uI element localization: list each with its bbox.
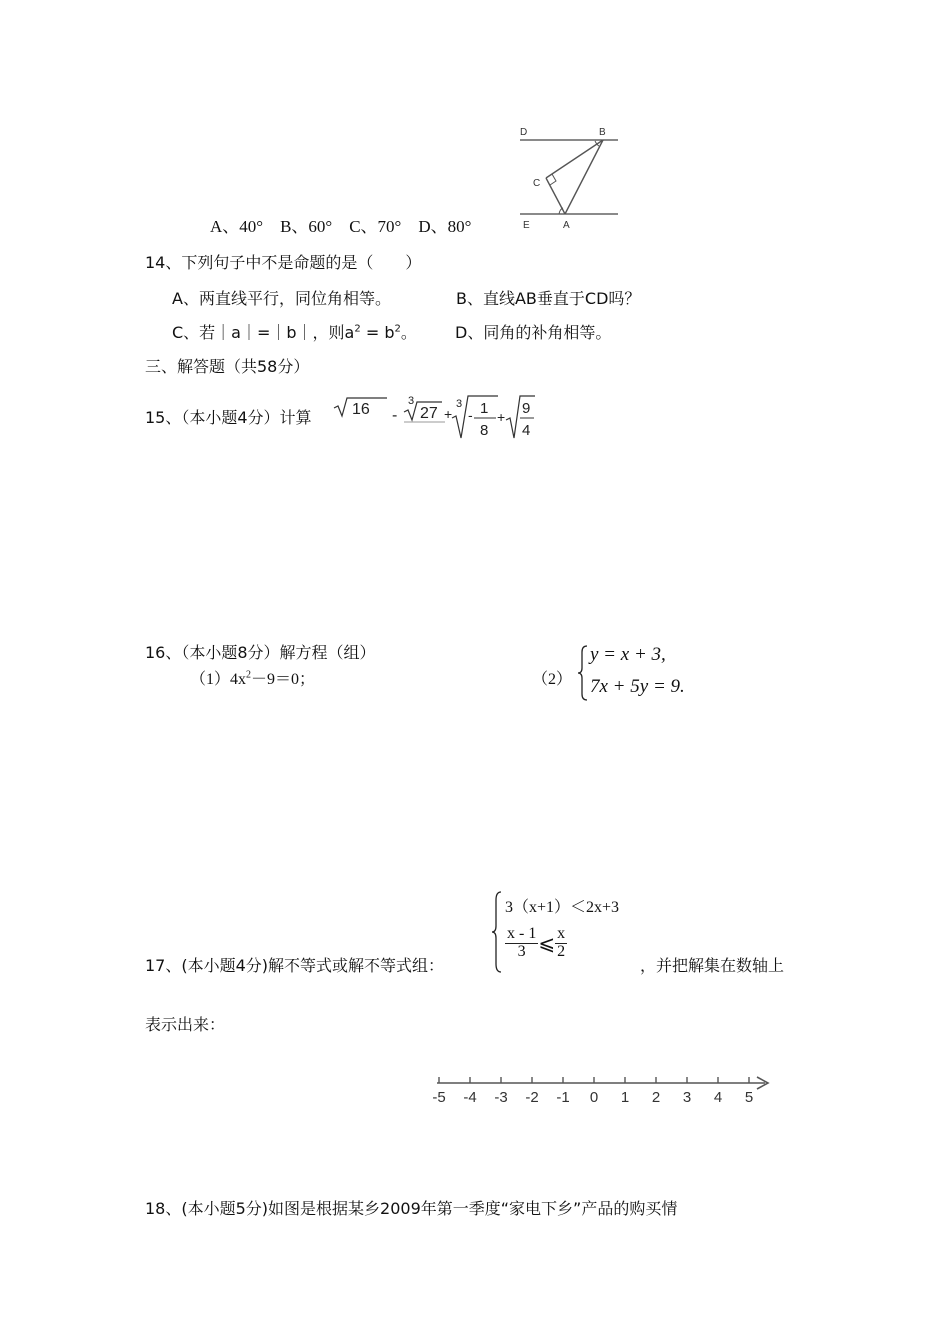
- fraction-x-minus-1-over-3: [505, 926, 538, 961]
- right-angle-mark: [550, 174, 556, 185]
- tick-label: -5: [432, 1089, 446, 1106]
- q16-part2-label: （2）: [532, 671, 573, 688]
- plus-sign: +: [444, 406, 453, 422]
- q14-option-b: B、直线AB垂直于CD吗？: [456, 289, 641, 308]
- numerator: x - 1: [507, 925, 537, 942]
- inequality-brace: [490, 890, 504, 974]
- tick-label: -2: [525, 1089, 539, 1106]
- denominator: 3: [517, 942, 526, 960]
- fraction-x-over-2: [555, 926, 567, 961]
- tick-label: -4: [463, 1089, 477, 1106]
- q16-equation-1: y = x + 3,: [590, 644, 666, 665]
- q14-option-d: D、同角的补角相等。: [455, 323, 612, 342]
- label-a: A: [563, 220, 570, 231]
- tick-label: 5: [744, 1089, 754, 1106]
- minus-sign: -: [392, 407, 398, 424]
- q13-options: A、40° B、60° C、70° D、80°: [210, 217, 472, 236]
- denominator-8: 8: [480, 422, 489, 439]
- tick-label: 0: [589, 1089, 599, 1106]
- q17-inequality-2: [505, 926, 567, 961]
- label-e: E: [523, 220, 530, 231]
- q16-stem: 16、（本小题8分）解方程（组）: [145, 643, 376, 662]
- q14-option-c: [172, 320, 417, 343]
- q16-equation-2: 7x + 5y = 9.: [590, 676, 685, 697]
- numerator-1: 1: [480, 400, 489, 417]
- system-brace: [576, 644, 590, 702]
- q14-stem: 14、下列句子中不是命题的是（ ）: [145, 253, 422, 272]
- tick-label: 1: [620, 1089, 630, 1106]
- q14-option-a: A、两直线平行，同位角相等。: [172, 289, 391, 308]
- q16-part1: [190, 666, 315, 689]
- tick-label: 4: [713, 1089, 723, 1106]
- segment-bc: [546, 140, 603, 178]
- q17-stem-line2: 表示出来：: [145, 1015, 226, 1034]
- square-exponent: 2: [394, 323, 401, 335]
- radicand-27: 27: [420, 405, 438, 422]
- q15-expression: [330, 392, 540, 442]
- label-b: B: [599, 127, 606, 138]
- root-index-3: 3: [456, 398, 463, 410]
- q17-stem: 17、(本小题4分)解不等式或解不等式组：: [145, 956, 445, 975]
- neg-sign: -: [468, 407, 473, 423]
- root-index-3: 3: [408, 395, 415, 407]
- q16-part1-label: （1）4x: [190, 671, 247, 688]
- plus-sign: +: [497, 409, 506, 425]
- q14-option-c-mid: = b: [365, 323, 395, 342]
- tick-label: -1: [556, 1089, 570, 1106]
- tick-label: 3: [682, 1089, 692, 1106]
- denominator-4: 4: [522, 422, 531, 439]
- q17-stem-tail: ，并把解集在数轴上: [640, 956, 785, 975]
- numerator: x: [557, 925, 566, 942]
- numerator-9: 9: [522, 400, 531, 417]
- segment-ab: [565, 140, 603, 214]
- radicand-16: 16: [352, 401, 370, 418]
- q13-geometry-figure: [515, 120, 630, 235]
- leq-sign: ⩽: [538, 932, 556, 955]
- sqrt-sign: [506, 396, 535, 438]
- section-3-heading: 三、解答题（共58分）: [145, 357, 310, 376]
- q15-stem: 15、（本小题4分）计算: [145, 408, 312, 427]
- tick-label: -3: [494, 1089, 508, 1106]
- label-c: C: [533, 178, 541, 189]
- q14-option-c-pre: C、若｜a｜=｜b｜，则a: [172, 323, 355, 342]
- q14-option-c-end: 。: [400, 323, 417, 342]
- label-d: D: [520, 127, 528, 138]
- denominator: 2: [557, 942, 566, 960]
- tick-label: 2: [651, 1089, 661, 1106]
- number-line: [425, 1070, 775, 1110]
- square-exponent: 2: [246, 669, 252, 681]
- square-exponent: 2: [354, 323, 361, 335]
- q16-part1-rest: －9＝0；: [251, 671, 316, 688]
- q18-stem: 18、(本小题5分)如图是根据某乡2009年第一季度“家电下乡”产品的购买情: [145, 1199, 678, 1218]
- q17-inequality-1: 3（x+1）＜2x+3: [505, 899, 620, 916]
